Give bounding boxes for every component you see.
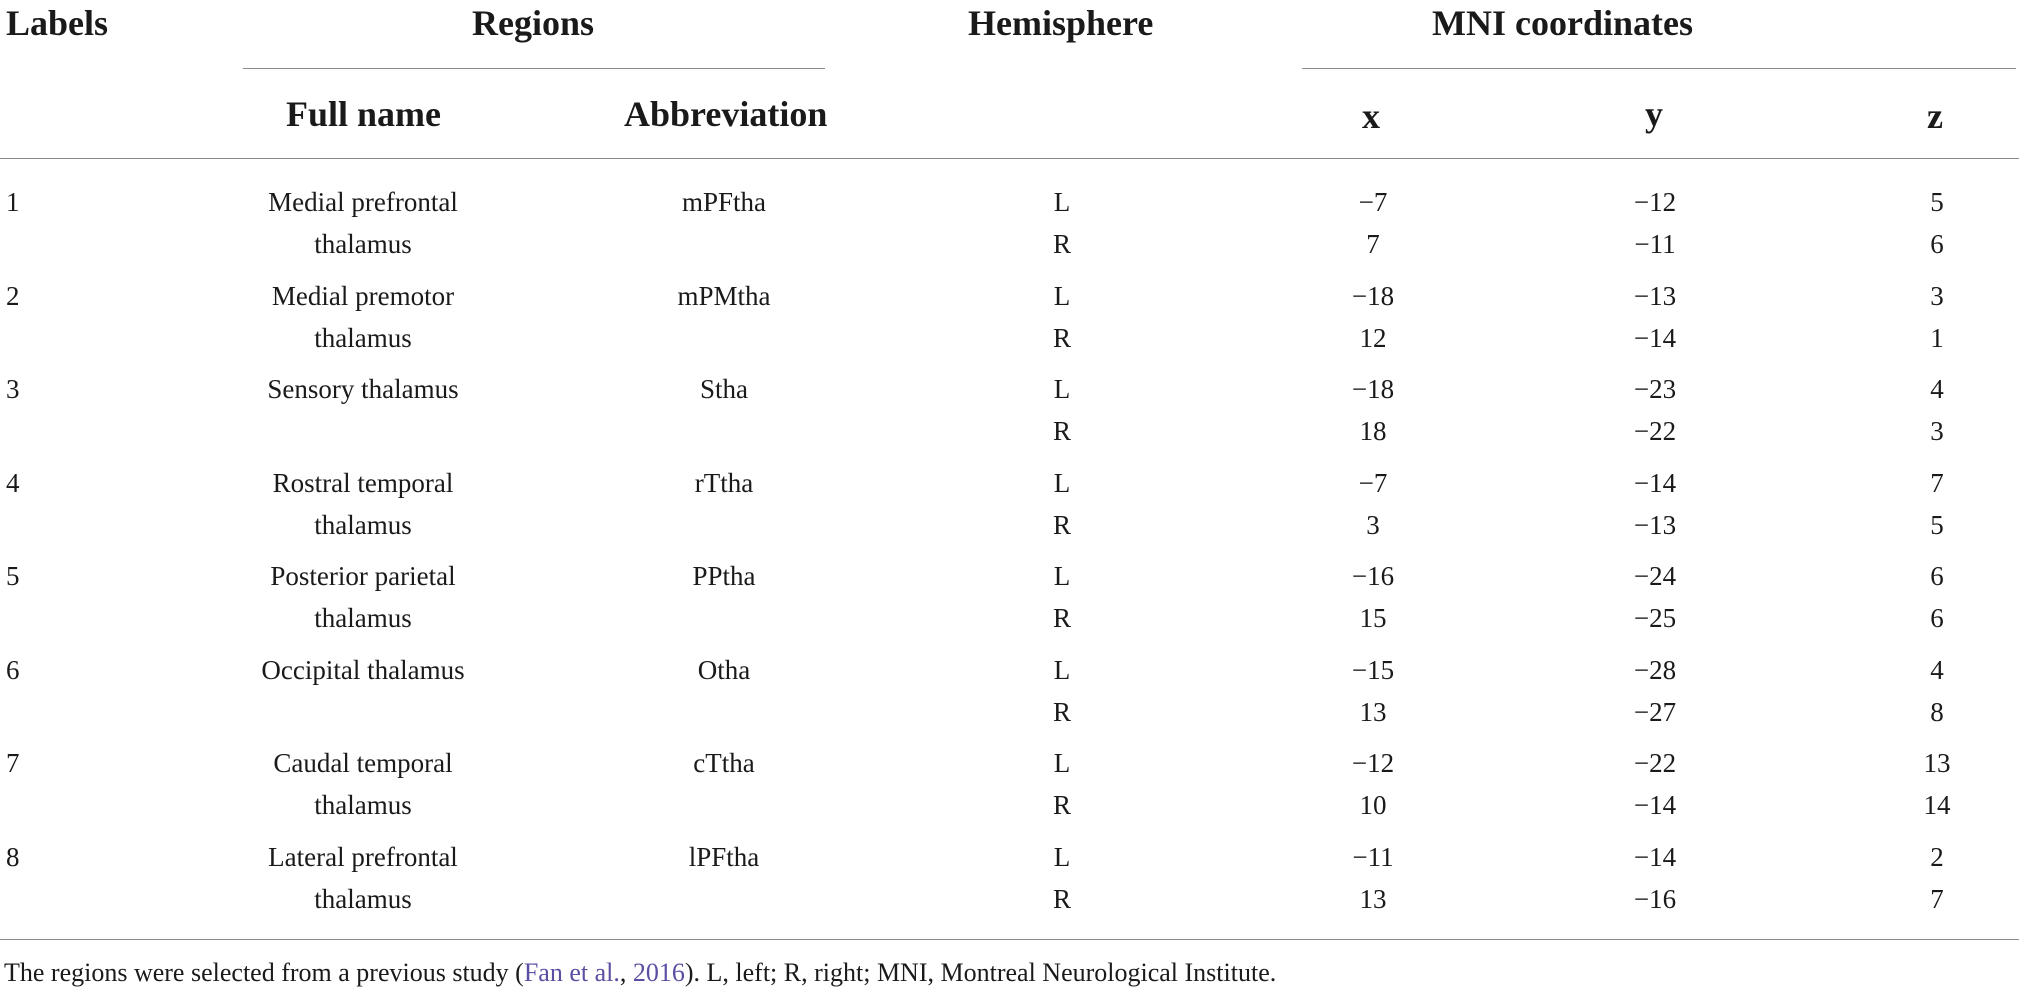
mni-z-right: 6 [1930,603,1944,633]
hemisphere-right: R [1052,790,1071,820]
region-abbreviation: Otha [697,655,751,685]
mni-y-left: −24 [1633,561,1677,591]
mni-y-right: −25 [1633,603,1677,633]
region-full-name-continued: thalamus [314,603,412,633]
table-footnote [4,956,1276,990]
mni-x-left: −7 [1358,468,1388,498]
mni-x-right: 10 [1359,790,1387,820]
region-full-name-continued: thalamus [314,323,412,353]
region-abbreviation: mPFtha [681,187,767,217]
region-full-name-continued: thalamus [314,510,412,540]
mni-x-right: 3 [1366,510,1380,540]
region-full-name-continued: thalamus [314,229,412,259]
region-full-name: Medial premotor [271,281,455,311]
mni-y-left: −14 [1633,842,1677,872]
header-abbreviation: Abbreviation [624,94,828,134]
mni-y-right: −14 [1633,790,1677,820]
mni-z-left: 5 [1930,187,1944,217]
header-z: z [1927,96,1943,136]
mni-x-left: −11 [1352,842,1394,872]
region-full-name: Lateral prefrontal [268,842,458,872]
mni-z-left: 6 [1930,561,1944,591]
hemisphere-left: L [1053,561,1071,591]
header-x: x [1362,96,1380,136]
citation-link-year[interactable]: 2016 [632,958,685,987]
mni-y-right: −13 [1633,510,1677,540]
mni-z-right: 7 [1930,884,1944,914]
region-full-name: Occipital thalamus [261,655,465,685]
header-y: y [1645,94,1663,134]
mni-x-right: 18 [1359,416,1387,446]
region-full-name-continued: thalamus [314,884,412,914]
header-labels: Labels [6,3,109,43]
mni-x-right: 15 [1359,603,1387,633]
mni-z-right: 6 [1930,229,1944,259]
row-label: 2 [6,281,20,311]
header-bottom-rule [0,158,2019,159]
hemisphere-left: L [1053,468,1071,498]
region-full-name: Medial prefrontal [268,187,458,217]
mni-y-right: −11 [1634,229,1676,259]
mni-z-right: 3 [1930,416,1944,446]
region-abbreviation: mPMtha [677,281,771,311]
row-label: 5 [6,561,20,591]
citation-link-author[interactable]: Fan et al. [523,958,620,987]
table-bottom-rule [0,939,2019,940]
mni-x-right: 13 [1359,697,1387,727]
region-full-name: Rostral temporal [272,468,454,498]
mni-z-right: 14 [1923,790,1951,820]
hemisphere-left: L [1053,748,1071,778]
region-abbreviation: PPtha [692,561,756,591]
hemisphere-right: R [1052,884,1071,914]
mni-z-left: 2 [1930,842,1944,872]
regions-group-rule [243,68,825,69]
mni-y-left: −28 [1633,655,1677,685]
header-regions: Regions [472,3,595,43]
mni-x-left: −16 [1351,561,1395,591]
mni-z-left: 3 [1930,281,1944,311]
hemisphere-left: L [1053,655,1071,685]
mni-y-right: −14 [1633,323,1677,353]
mni-z-right: 1 [1930,323,1944,353]
mni-x-right: 7 [1366,229,1380,259]
mni-y-left: −12 [1633,187,1677,217]
header-mni-coordinates: MNI coordinates [1432,3,1693,43]
hemisphere-right: R [1052,603,1071,633]
hemisphere-left: L [1053,281,1071,311]
mni-z-left: 13 [1923,748,1951,778]
hemisphere-right: R [1052,229,1071,259]
region-full-name: Posterior parietal [270,561,456,591]
mni-z-left: 4 [1930,374,1944,404]
hemisphere-left: L [1053,187,1071,217]
row-label: 4 [6,468,20,498]
hemisphere-right: R [1052,416,1071,446]
row-label: 7 [6,748,20,778]
footnote-text-before: The regions were selected from a previous study ( [4,958,524,987]
row-label: 8 [6,842,20,872]
hemisphere-left: L [1053,842,1071,872]
mni-x-right: 13 [1359,884,1387,914]
footnote-comma: , [619,958,633,987]
region-abbreviation: cTtha [693,748,755,778]
region-abbreviation: Stha [699,374,748,404]
mni-x-left: −15 [1351,655,1395,685]
region-full-name-continued: thalamus [314,790,412,820]
region-abbreviation: lPFtha [688,842,760,872]
hemisphere-right: R [1052,323,1071,353]
region-abbreviation: rTtha [694,468,754,498]
mni-z-right: 5 [1930,510,1944,540]
row-label: 1 [6,187,20,217]
hemisphere-right: R [1052,510,1071,540]
mni-y-left: −14 [1633,468,1677,498]
mni-x-left: −18 [1351,281,1395,311]
mni-z-right: 8 [1930,697,1944,727]
mni-y-left: −13 [1633,281,1677,311]
mni-x-left: −18 [1351,374,1395,404]
mni-x-right: 12 [1359,323,1387,353]
mni-y-left: −23 [1633,374,1677,404]
mni-z-left: 4 [1930,655,1944,685]
row-label: 6 [6,655,20,685]
row-label: 3 [6,374,20,404]
mni-z-left: 7 [1930,468,1944,498]
header-hemisphere: Hemisphere [968,3,1154,43]
mni-y-right: −22 [1633,416,1677,446]
hemisphere-right: R [1052,697,1071,727]
region-full-name: Sensory thalamus [267,374,459,404]
hemisphere-left: L [1053,374,1071,404]
mni-x-left: −12 [1351,748,1395,778]
mni-group-rule [1302,68,2016,69]
footnote-text-after: ). L, left; R, right; MNI, Montreal Neurological Institute. [684,958,1277,987]
header-full-name: Full name [286,94,442,134]
mni-x-left: −7 [1358,187,1388,217]
mni-y-left: −22 [1633,748,1677,778]
mni-y-right: −27 [1633,697,1677,727]
mni-y-right: −16 [1633,884,1677,914]
region-full-name: Caudal temporal [273,748,453,778]
